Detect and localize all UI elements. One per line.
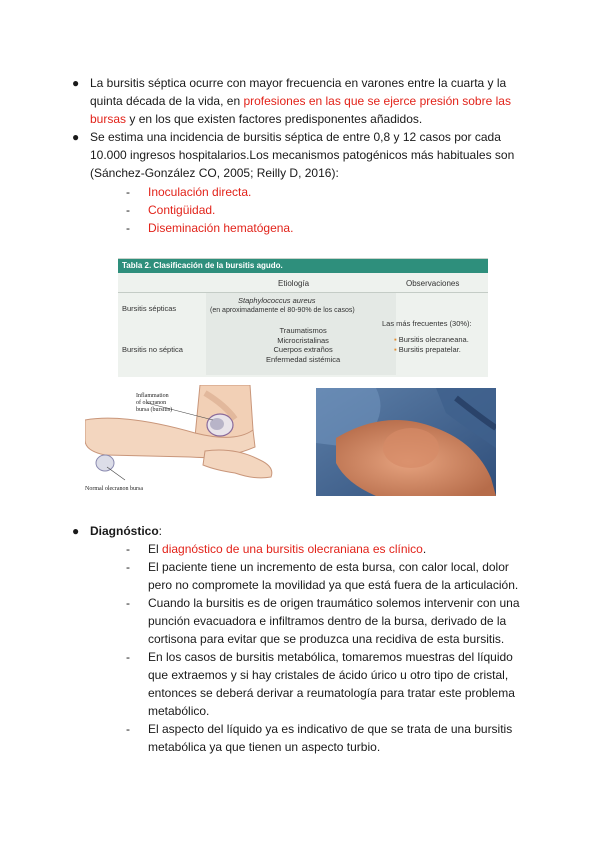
table-cell: Staphylococcus aureus <box>238 296 316 305</box>
figure-label: Inflammation <box>136 393 169 399</box>
text-line: 10.000 ingresos hospitalarios.Los mecanismos patogénicos más habituales son <box>90 148 515 162</box>
highlight-text: profesiones en las que se ejerce presión sobre las <box>243 94 511 108</box>
table-cell: Las más frecuentes (30%): <box>382 319 472 328</box>
table-cell: Bursitis prepatelar. <box>398 344 461 354</box>
text-line: que extraemos y si hay cristales de ácido úrico u otro tipo de cristal, <box>148 668 509 682</box>
heading-colon: : <box>158 524 163 538</box>
table-cell: Traumatismos <box>279 326 327 335</box>
elbow-photo <box>316 388 496 496</box>
text-span: . <box>422 542 427 556</box>
mechanism-text: Contigüidad. <box>148 203 216 217</box>
text-span: quinta década de la vida, en <box>90 94 244 108</box>
list-item: - El aspecto del líquido ya es indicativo de que se trata de una bursitis metabólica ya que tienen un aspecto turbio. <box>126 720 536 756</box>
text-line: metabólico. <box>148 704 210 718</box>
bullet-incidence-age <box>72 74 530 128</box>
classification-table <box>118 258 488 377</box>
text-line: entonces se deberá derivar a reumatología para tratar este problema <box>148 686 515 700</box>
figure-label: of olecranon <box>136 400 167 406</box>
text-line: En los casos de bursitis metabólica, tomaremos muestras del líquido <box>148 650 513 664</box>
figure-label: bursa (bursitis) <box>136 407 173 413</box>
list-item: - El diagnóstico de una bursitis olecraniana es clínico. <box>126 542 427 556</box>
text-line: (Sánchez-González CO, 2005; Reilly D, 2016): <box>90 166 339 180</box>
table-title: Tabla 2. Clasificación de la bursitis agudo. <box>118 259 488 273</box>
text-line <box>90 110 530 128</box>
text-line <box>90 92 530 110</box>
table-row-label: Bursitis sépticas <box>122 304 177 313</box>
bullet-marker: ● <box>72 130 80 144</box>
list-item: ▪ Bursitis olecraneana. <box>394 335 469 344</box>
elbow-drawing <box>85 385 275 493</box>
elbow-illustration <box>85 385 275 493</box>
highlight-text: bursas <box>90 112 127 126</box>
table-obs-list <box>394 335 469 354</box>
text-line: La bursitis séptica ocurre con mayor frecuencia en varones entre la cuarta y la <box>90 76 507 90</box>
list-item: - El paciente tiene un incremento de esta bursa, con calor local, dolor pero no compromete la movilidad ya que está fuera de la articulación. <box>126 558 536 594</box>
heading-text: Diagnóstico <box>90 524 159 538</box>
table-cell-list <box>266 326 340 364</box>
table-cell: (en aproximadamente el 80-90% de los casos) <box>210 307 355 314</box>
list-item: ▪ Bursitis prepatelar. <box>394 344 461 354</box>
bullet-marker: ● <box>72 76 80 90</box>
table-cell: Cuerpos extraños <box>273 345 333 354</box>
list-item: - Cuando la bursitis es de origen traumático solemos intervenir con una punción evacuadora e infiltramos dentro de la bursa, derivado de la cortisona para evitar que se produzca una recidiva de esta bursitis. <box>126 594 536 648</box>
list-item: - Contigüidad. <box>126 203 216 217</box>
mechanisms-list <box>126 183 293 237</box>
highlight-text: diagnóstico de una bursitis olecraniana es clínico <box>162 542 423 556</box>
table-cell: Microcristalinas <box>277 335 329 345</box>
section-heading <box>90 522 530 540</box>
bullet-marker: ● <box>72 524 80 538</box>
table-header-observaciones: Observaciones <box>406 279 460 288</box>
table-cell: Enfermedad sistémica <box>266 354 341 364</box>
diagnosis-section <box>72 522 530 540</box>
mechanism-text: Diseminación hematógena. <box>148 221 294 235</box>
clinical-photo <box>316 388 496 496</box>
text-line: metabólica ya que tienen un aspecto turbio. <box>148 740 381 754</box>
mechanism-text: Inoculación directa. <box>148 185 252 199</box>
text-line: El paciente tiene un incremento de esta bursa, con calor local, dolor <box>148 560 509 574</box>
text-line: Se estima una incidencia de bursitis séptica de entre 0,8 y 12 casos por cada <box>90 130 501 144</box>
table-row-label: Bursitis no séptica <box>122 345 183 354</box>
table-cell: Bursitis olecraneana. <box>398 335 469 344</box>
table-header-etiologia: Etiología <box>278 279 310 288</box>
text-line: El aspecto del líquido ya es indicativo de que se trata de una bursitis <box>148 722 513 736</box>
text-line: Cuando la bursitis es de origen traumático solemos intervenir con una <box>148 596 520 610</box>
bullet-incidence-rate <box>72 128 530 182</box>
list-item: - Diseminación hematógena. <box>126 221 294 235</box>
list-item: - Inoculación directa. <box>126 185 252 199</box>
diagnosis-list <box>126 540 536 756</box>
text-line: punción evacuadora e infiltramos dentro de la bursa, derivado de la <box>148 614 507 628</box>
text-line: pero no compromete la movilidad ya que está fuera de la articulación. <box>148 578 519 592</box>
text-span: y en los que existen factores predisponentes añadidos. <box>126 112 423 126</box>
text-line: cortisona para evitar que se produzca una recidiva de esta bursitis. <box>148 632 505 646</box>
text-span: El <box>148 542 163 556</box>
figure-label: Normal olecranon bursa <box>85 486 143 492</box>
table-divider <box>118 292 488 293</box>
list-item: - En los casos de bursitis metabólica, tomaremos muestras del líquido que extraemos y si hay cristales de ácido úrico u otro tipo de cristal, entonces se deberá derivar a reumatología para tratar este problema metabólico. <box>126 648 536 720</box>
